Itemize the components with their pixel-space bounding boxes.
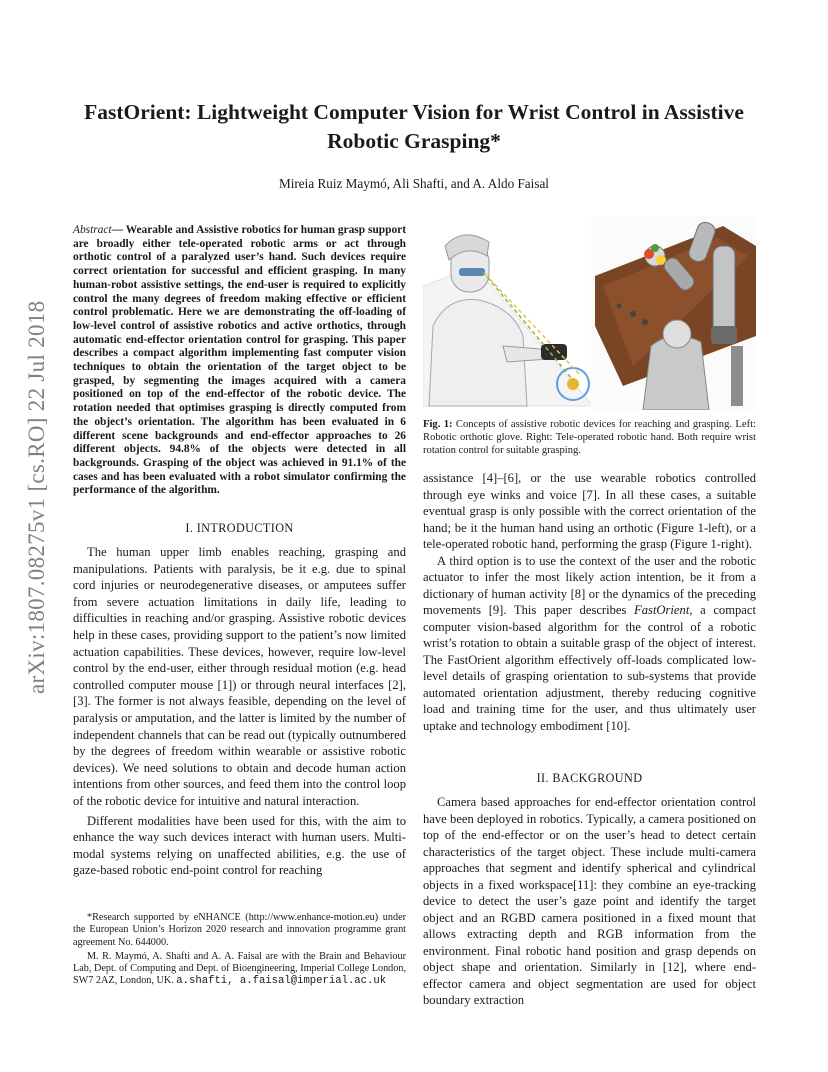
right-paragraph-1: assistance [4]–[6], or the use wearable robotics controlled through eye winks and voice [7]. In all these cases, a suitable eventual grasp is only possible with the correct orientation of the hand; be it the human hand using an orthotic (Figure 1-left), or a tele-operated robotic hand, performing the grasp (Figure 1-right). [423, 471, 756, 551]
footnote-affiliation [73, 951, 406, 988]
figure-1-caption [423, 418, 756, 457]
background-paragraph-1: Camera based approaches for end-effector orientation control have been deployed in robotics. Typically, a camera positioned on top of the end-effector or on the user’s head to detect certain characteristics of the target object. These include multi-camera approaches that segment and identify spherical and cylindrical objects in a fixed workspace[11]: they combine an eye-tracking device to detect the user’s gaze point and identify the target object and an RGBD camera positioned in a fixed mount that allows extracting depth and RGB information from the environment. Final robotic hand position and grasp depends on object shape and orientation. Similarly in [12], where end-effector camera and object segmentation are used for object boundary extraction [423, 795, 756, 1007]
figure-1 [423, 216, 756, 410]
figure-1-caption-text: Concepts of assistive robotic devices for reaching and grasping. Left: Robotic orthotic glove. Right: Tele-operated robotic hand. Both require wrist rotation control for suitable grasping. [423, 419, 756, 456]
abstract-lead: Abstract [73, 224, 112, 236]
figure-1-label: Fig. 1: [423, 419, 453, 430]
author-list: Mireia Ruiz Maymó, Ali Shafti, and A. Aldo Faisal [279, 176, 549, 191]
teleoperated-robot-scene [591, 216, 756, 410]
abstract [73, 224, 406, 498]
right-paragraph-2-b: , a compact computer vision-based algorithm for the control of a robotic wrist’s rotation to obtain a suitable grasp of the object of interest. The FastOrient algorithm effectively off-loads complicated low-level details of grasping orientation to sub-systems that provide automated orientation adjustment, thereby reducing cognitive load and training time for the user, and thus ultimately user uptake and technology embodiment [10]. [423, 603, 756, 733]
footnotes [73, 912, 406, 988]
abstract-body: — Wearable and Assistive robotics for human grasp support are broadly either tele-operated robotic arms or act through orthotic control of a paralyzed user’s hand. Such devices require correct orientation for successful and efficient grasping. In many human-robot assistive settings, the end-user is required to explicitly control the many degrees of freedom making effective or efficient control problematic. Here we are demonstrating the off-loading of low-level control of assistive robotics and active orthotics, through automatic end-effector orientation control for grasping. This paper describes a compact algorithm implementing fast computer vision techniques to obtain the orientation of the target object to be grasped, by segmenting the images acquired with a camera positioned on top of the end-effector of the robotic device. The rotation needed that optimises grasping is directly computed from the object’s orientation. The algorithm has been evaluated in 6 different scene backgrounds and end-effector approaches to 26 different objects. 94.8% of the objects were detected in all backgrounds. Grasping of the object was achieved in 91.1% of the cases and has been evaluated with a robot simulator confirming the performance of the algorithm. [73, 224, 406, 497]
right-paragraph-2-emph: FastOrient [634, 603, 690, 617]
introduction-body [73, 544, 406, 879]
affiliation-text: M. R. Maymó, A. Shafti and A. A. Faisal are with the Brain and Behaviour Lab, Dept. of Computing and Dept. of Bioengineering, Imperial College London, SW7 2AZ, London, UK. [73, 950, 406, 987]
intro-paragraph-2: Different modalities have been used for this, with the aim to enhance the way such devices interact with human users. Multi-modal systems relying on unaffected abilities, e.g. the use of gaze-based robotic end-point control for reaching [73, 813, 406, 878]
section-heading-background: II. BACKGROUND [536, 771, 643, 785]
section-heading-introduction: I. INTRODUCTION [185, 521, 294, 535]
paper-title: FastOrient: Lightweight Computer Vision for Wrist Control in Assistive Robotic Grasping* [84, 100, 744, 153]
intro-paragraph-1: The human upper limb enables reaching, grasping and manipulations. Patients with paralysis, be it e.g. due to spinal cord injuries or neurodegenerative diseases, or amputees suffer from severe actuation limitations in daily life, leading to difficulties in reaching and/or grasping. Assistive robotic devices help in these cases, providing support to the patient’s now limited actuation capabilities. These devices, however, require low-level control by the end-user, either through residual motion (e.g. head controlled computer mouse [1]) or through neural interfaces [2], [3]. The former is not always feasible, depending on the level of paralysis or amputation, and the latter is limited by the number of independent channels that can be read out (typically outnumbered by the degrees of freedom within wearable or assistive robotic devices). We need solutions to obtain and decode human action intentions from other sources, and feed them into the control loop of the robotic device for intuitive and natural interaction. [73, 545, 406, 808]
footnote-funding: *Research supported by eNHANCE (http://www.enhance-motion.eu) under the European Union’s Horizon 2020 research and innovation programme grant agreement No. 644000. [73, 912, 406, 948]
arxiv-stamp: arXiv:1807.08275v1 [cs.RO] 22 Jul 2018 [24, 300, 49, 694]
author-emails: a.shafti, a.faisal@imperial.ac.uk [176, 975, 387, 988]
right-column-body [423, 470, 756, 734]
figure-1-illustration [423, 216, 756, 410]
right-paragraph-2 [423, 553, 756, 735]
background-body [423, 794, 756, 1009]
right-paragraph-2-a: A third option is to use the context of the user and the robotic actuator to infer the most likely action intention, be it from a dictionary of human activity [8] or the dynamics of the preceding movements [9]. This paper describes [423, 553, 756, 617]
